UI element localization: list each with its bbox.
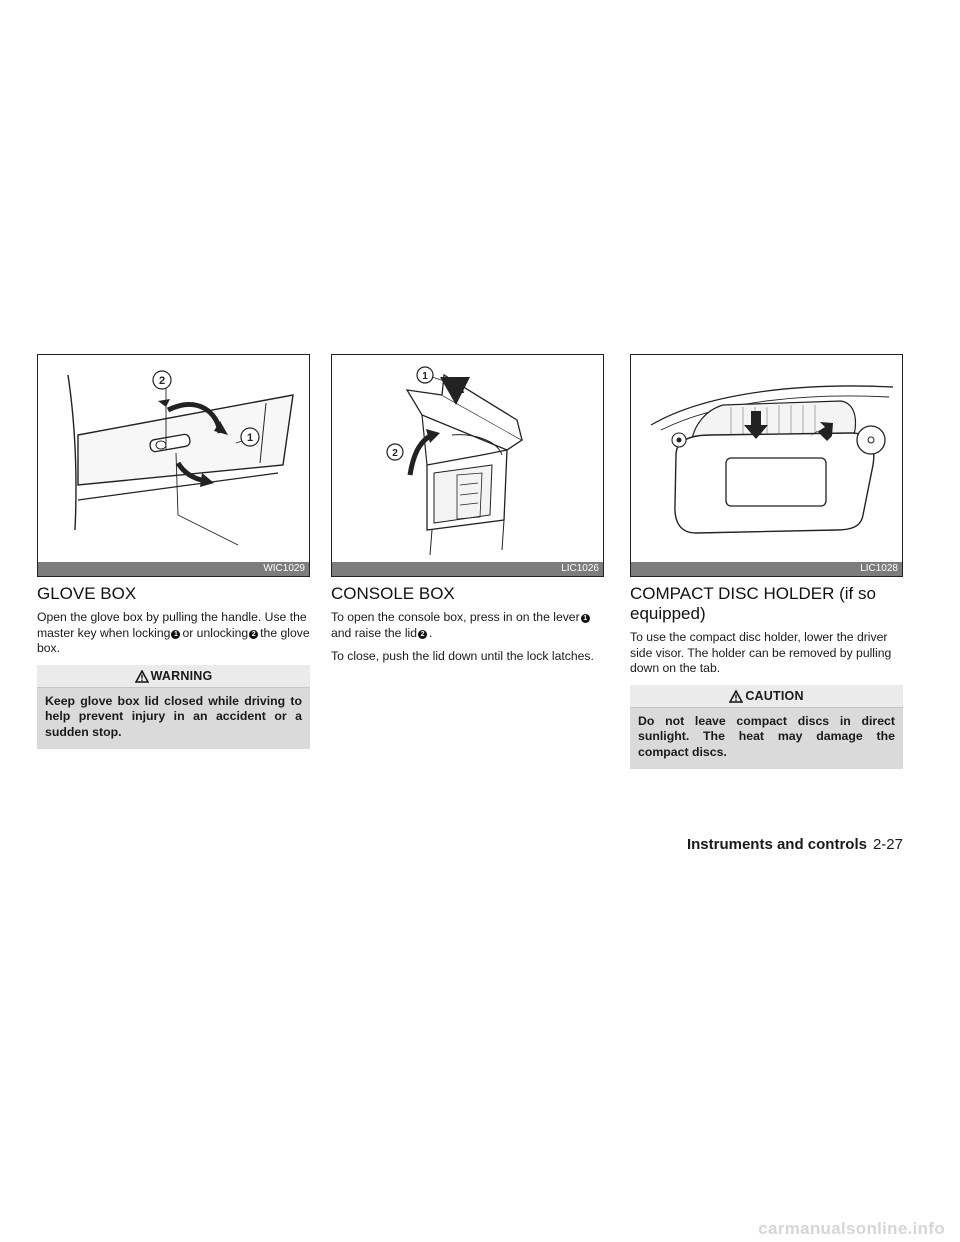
body-paragraph (331, 610, 604, 641)
text-run: Open the glove box by pulling the handle. Use the master key when locking (37, 610, 307, 640)
body-paragraph: To use the compact disc holder, lower the driver side visor. The holder can be removed by pulling down on the tab. (630, 630, 892, 675)
section-name: Instruments and controls (686, 836, 867, 853)
text-run: To open the console box, press in on the lever (331, 610, 580, 624)
circled-number-2: 2 (418, 630, 427, 639)
circled-number-1: 1 (171, 630, 180, 639)
warning-header (37, 665, 310, 688)
caution-label: CAUTION (745, 688, 804, 703)
console-box-column (331, 354, 604, 673)
warning-text: Keep glove box lid closed while driving to help prevent injury in an accident or a sudden stop. (45, 693, 302, 739)
callout-2: 2 (392, 448, 398, 459)
page-number: 2-27 (872, 836, 903, 853)
caution-header (630, 685, 903, 708)
cd-holder-column (630, 354, 903, 769)
section-title: GLOVE BOX (37, 584, 137, 603)
console-box-figure (331, 354, 604, 577)
text-run: or unlocking (182, 625, 249, 640)
page-footer (631, 836, 903, 853)
caution-box (630, 685, 903, 770)
cd-holder-illustration (631, 355, 902, 560)
callout-1: 1 (422, 371, 428, 382)
section-title: CONSOLE BOX (331, 584, 455, 603)
console-box-illustration (332, 355, 603, 560)
glove-box-illustration (38, 355, 309, 560)
glove-box-figure (37, 354, 310, 577)
callout-1: 1 (246, 432, 254, 444)
caution-text: Do not leave compact discs in direct sunlight. The heat may damage the compact discs. (638, 713, 895, 759)
cd-holder-figure (630, 354, 903, 577)
circled-number-2: 2 (249, 630, 258, 639)
glove-box-column (37, 354, 310, 749)
text-run: and raise the lid (331, 625, 418, 640)
figure-code: LIC1026 (332, 562, 603, 576)
body-paragraph: To close, push the lid down until the lock latches. (331, 649, 594, 663)
text-run: . (429, 625, 433, 640)
section-title: COMPACT DISC HOLDER (if so equipped) (630, 584, 876, 623)
warning-box (37, 665, 310, 750)
text-run: the glove box. (37, 625, 310, 655)
warning-label: WARNING (150, 668, 213, 683)
warning-triangle-icon (729, 688, 743, 710)
callout-2: 2 (158, 375, 166, 387)
warning-triangle-icon (135, 668, 149, 690)
figure-code: WIC1029 (38, 562, 309, 576)
circled-number-1: 1 (581, 614, 590, 623)
figure-code: LIC1028 (631, 562, 902, 576)
watermark: carmanualsonline.info (758, 1219, 945, 1238)
body-paragraph (37, 610, 310, 657)
